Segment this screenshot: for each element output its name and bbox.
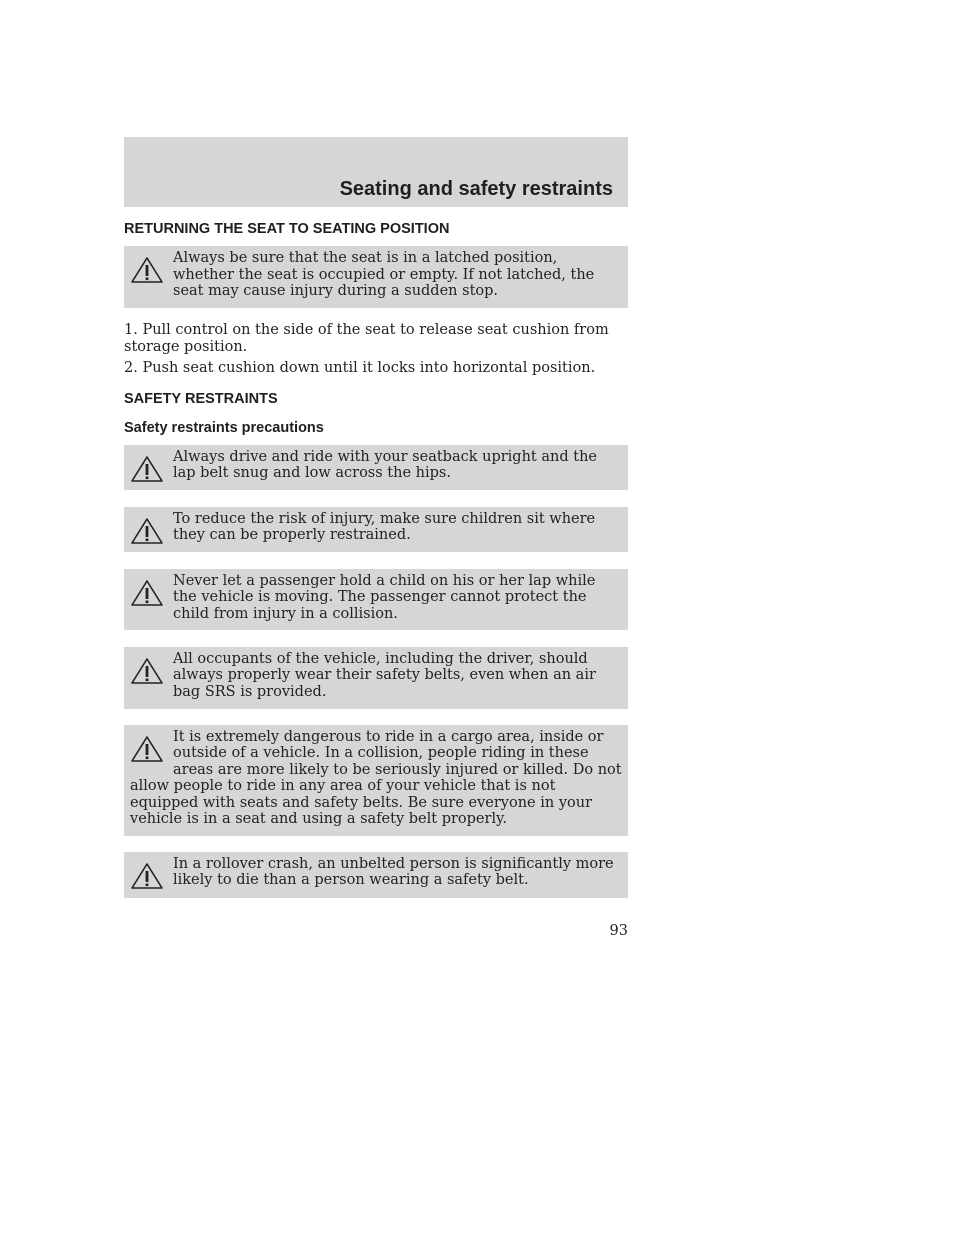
warning-triangle-icon: [130, 455, 164, 483]
section-heading-safety-restraints: SAFETY RESTRAINTS: [124, 390, 278, 407]
warning-text: All occupants of the vehicle, including the driver, should always properly wear their safety belts, even when an air bag SRS is provided.: [173, 650, 596, 700]
warning-box: [124, 725, 628, 836]
warning-box: [124, 647, 628, 709]
warning-triangle-icon: [130, 862, 164, 890]
warning-box: [124, 507, 628, 552]
warning-triangle-icon: [130, 579, 164, 607]
subsection-heading-precautions: Safety restraints precautions: [124, 419, 324, 436]
warning-text: Always be sure that the seat is in a latched position, whether the seat is occupied or empty. If not latched, the seat may cause injury during a sudden stop.: [173, 250, 595, 299]
page-number: 93: [609, 922, 628, 939]
section-heading-returning-seat: RETURNING THE SEAT TO SEATING POSITION: [124, 221, 450, 237]
warning-box: [124, 445, 628, 490]
warning-text: Always drive and ride with your seatback upright and the lap belt snug and low across the hips.: [173, 448, 597, 481]
warning-box: [124, 246, 628, 308]
step-2: 2. Push seat cushion down until it locks into horizontal position.: [124, 360, 596, 376]
warning-text: Never let a passenger hold a child on his or her lap while the vehicle is moving. The passenger cannot protect the child from injury in a collision.: [173, 572, 596, 622]
warning-box: [124, 852, 628, 898]
warning-box: [124, 569, 628, 630]
warning-text: To reduce the risk of injury, make sure children sit where they can be properly restrained.: [173, 510, 596, 543]
page-content: [124, 137, 628, 938]
warning-text: It is extremely dangerous to ride in a cargo area, inside or outside of a vehicle. In a collision, people riding in these areas are more likely to be seriously injured or killed. Do not allow people to ride in any area of your vehicle that is not equipped with seats and safety belts. Be sure everyone in your vehicle is in a seat and using a safety belt properly.: [130, 728, 622, 827]
chapter-title: Seating and safety restraints: [339, 178, 613, 200]
warning-text: In a rollover crash, an unbelted person is significantly more likely to die than a person wearing a safety belt.: [173, 855, 614, 888]
warning-triangle-icon: [130, 256, 164, 284]
step-1: 1. Pull control on the side of the seat to release seat cushion from storage position.: [124, 322, 609, 355]
warning-triangle-icon: [130, 517, 164, 545]
chapter-header-band: [124, 137, 628, 207]
warning-triangle-icon: [130, 657, 164, 685]
warning-triangle-icon: [130, 735, 164, 763]
